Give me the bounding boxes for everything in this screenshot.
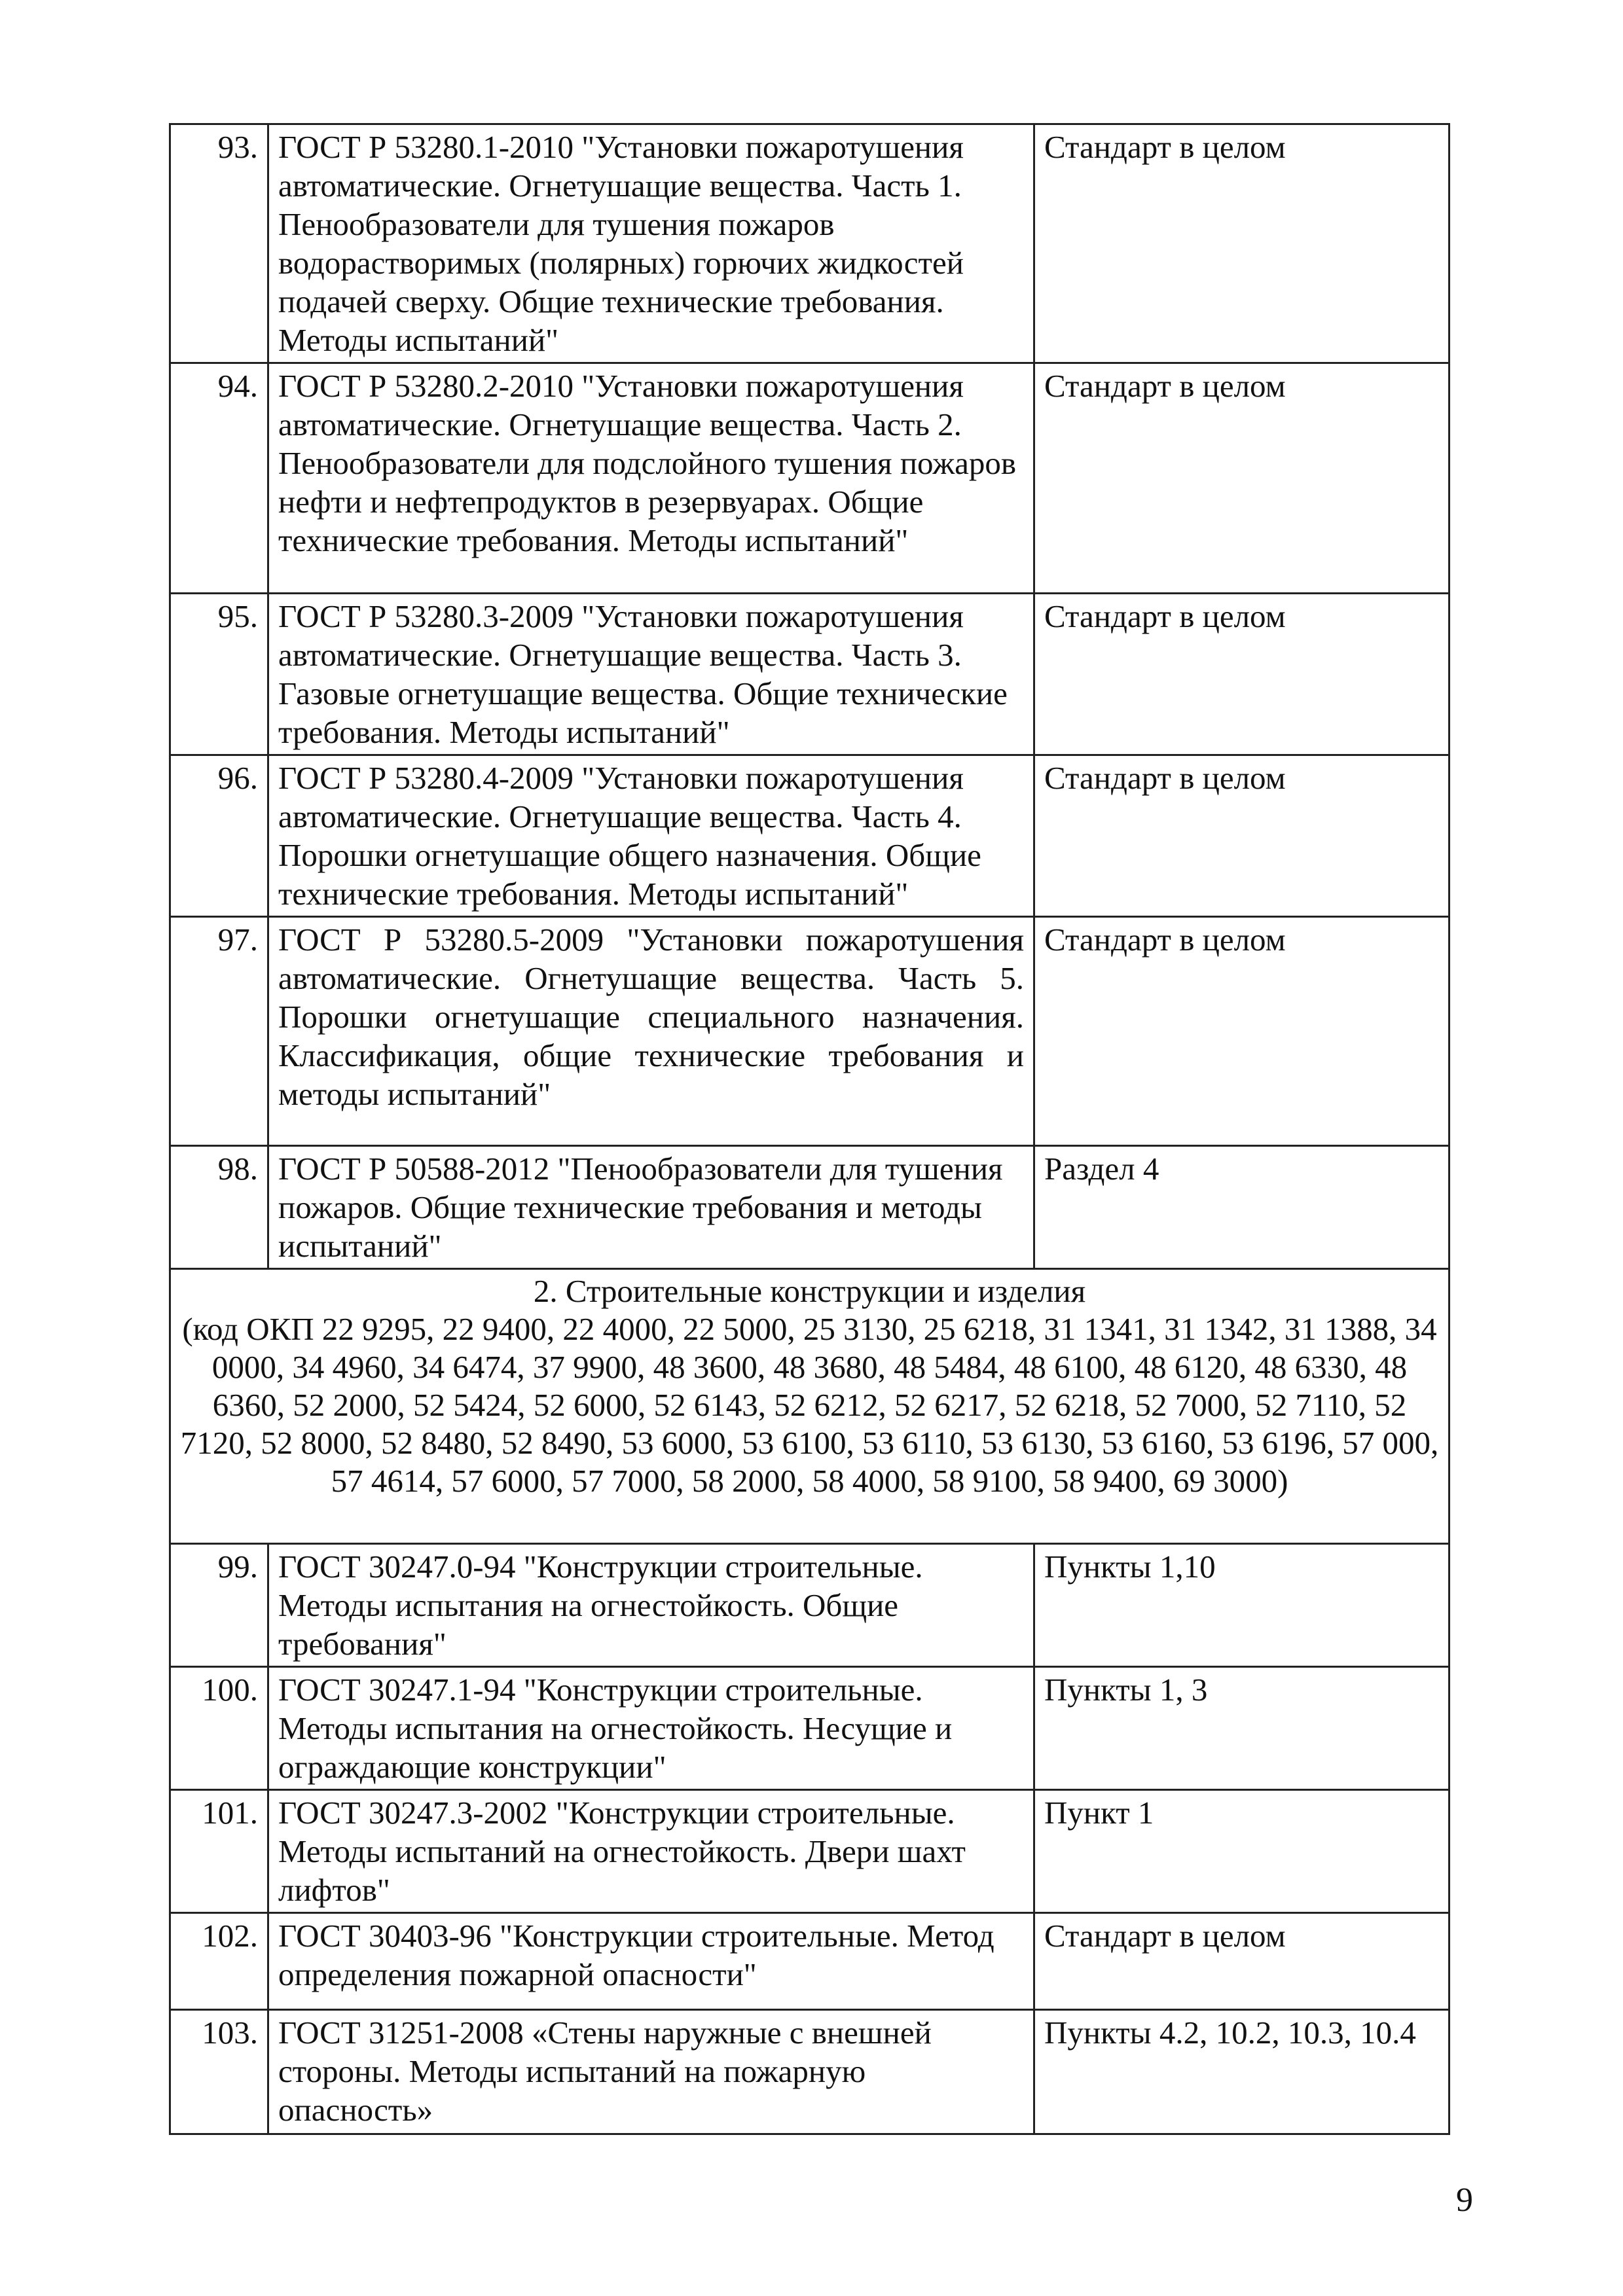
table-row bbox=[170, 124, 1450, 363]
table-row bbox=[170, 755, 1450, 917]
section-heading: 2. Строительные конструкции и изделия bbox=[533, 1273, 1086, 1309]
standard-scope: Стандарт в целом bbox=[1034, 594, 1450, 755]
row-number: 94. bbox=[170, 363, 268, 594]
section-row bbox=[170, 1269, 1450, 1544]
table-row bbox=[170, 1790, 1450, 1913]
table-row bbox=[170, 1544, 1450, 1667]
standard-title: ГОСТ Р 53280.4-2009 "Установки пожаротушения автоматические. Огнетушащие вещества. Часть 4. Порошки огнетушащие общего назначения. Общие технические требования. Методы испытаний" bbox=[268, 755, 1034, 917]
standard-scope: Стандарт в целом bbox=[1034, 755, 1450, 917]
row-number: 93. bbox=[170, 124, 268, 363]
standard-title: ГОСТ 30247.3-2002 "Конструкции строительные. Методы испытаний на огнестойкость. Двери шахт лифтов" bbox=[268, 1790, 1034, 1913]
standard-title: ГОСТ 30247.1-94 "Конструкции строительные. Методы испытания на огнестойкость. Несущие и ограждающие конструкции" bbox=[268, 1667, 1034, 1790]
page-number: 9 bbox=[1456, 2181, 1473, 2219]
row-number: 102. bbox=[170, 1913, 268, 2010]
standard-scope: Стандарт в целом bbox=[1034, 124, 1450, 363]
table-row bbox=[170, 917, 1450, 1146]
table-row bbox=[170, 1667, 1450, 1790]
table-row bbox=[170, 594, 1450, 755]
table-row bbox=[170, 1913, 1450, 2010]
standard-title: ГОСТ 31251-2008 «Стены наружные с внешней стороны. Методы испытаний на пожарную опасность» bbox=[268, 2010, 1034, 2134]
standard-scope: Пункт 1 bbox=[1034, 1790, 1450, 1913]
standard-title: ГОСТ Р 53280.2-2010 "Установки пожаротушения автоматические. Огнетушащие вещества. Часть 2. Пенообразователи для подслойного тушения пожаров нефти и нефтепродуктов в резервуарах. Общие технические требования. Методы испытаний" bbox=[268, 363, 1034, 594]
standard-scope: Пункты 4.2, 10.2, 10.3, 10.4 bbox=[1034, 2010, 1450, 2134]
standard-title: ГОСТ 30403-96 "Конструкции строительные. Метод определения пожарной опасности" bbox=[268, 1913, 1034, 2010]
standard-title: ГОСТ Р 53280.5-2009 "Установки пожаротушения автоматические. Огнетушащие вещества. Часть 5. Порошки огнетушащие специального назначения. Классификация, общие технические требования и методы испытаний" bbox=[268, 917, 1034, 1146]
standards-table bbox=[169, 123, 1450, 2135]
row-number: 95. bbox=[170, 594, 268, 755]
row-number: 96. bbox=[170, 755, 268, 917]
standard-scope: Раздел 4 bbox=[1034, 1146, 1450, 1269]
standard-title: ГОСТ Р 50588-2012 "Пенообразователи для тушения пожаров. Общие технические требования и методы испытаний" bbox=[268, 1146, 1034, 1269]
standard-title: ГОСТ Р 53280.3-2009 "Установки пожаротушения автоматические. Огнетушащие вещества. Часть 3. Газовые огнетушащие вещества. Общие технические требования. Методы испытаний" bbox=[268, 594, 1034, 755]
row-number: 99. bbox=[170, 1544, 268, 1667]
row-number: 101. bbox=[170, 1790, 268, 1913]
row-number: 103. bbox=[170, 2010, 268, 2134]
row-number: 100. bbox=[170, 1667, 268, 1790]
table-row bbox=[170, 1146, 1450, 1269]
standard-title: ГОСТ 30247.0-94 "Конструкции строительные. Методы испытания на огнестойкость. Общие требования" bbox=[268, 1544, 1034, 1667]
standard-scope: Стандарт в целом bbox=[1034, 917, 1450, 1146]
table-row bbox=[170, 2010, 1450, 2134]
standard-scope: Стандарт в целом bbox=[1034, 1913, 1450, 2010]
row-number: 97. bbox=[170, 917, 268, 1146]
section-codes: (код ОКП 22 9295, 22 9400, 22 4000, 22 5000, 25 3130, 25 6218, 31 1341, 31 1342, 31 1388, 34 0000, 34 4960, 34 6474, 37 9900, 48 3600, 48 3680, 48 5484, 48 6100, 48 6120, 48 6330, 48 6360, 52 2000, 52 5424, 52 6000, 52 6143, 52 6212, 52 6217, 52 6218, 52 7000, 52 7110, 52 7120, 52 8000, 52 8480, 52 8490, 53 6000, 53 6100, 53 6110, 53 6130, 53 6160, 53 6196, 57 000, 57 4614, 57 6000, 57 7000, 58 2000, 58 4000, 58 9100, 58 9400, 69 3000) bbox=[180, 1311, 1439, 1499]
row-number: 98. bbox=[170, 1146, 268, 1269]
table-row bbox=[170, 363, 1450, 594]
standard-scope: Пункты 1, 3 bbox=[1034, 1667, 1450, 1790]
section-header bbox=[170, 1269, 1450, 1544]
standard-scope: Стандарт в целом bbox=[1034, 363, 1450, 594]
standard-scope: Пункты 1,10 bbox=[1034, 1544, 1450, 1667]
standard-title: ГОСТ Р 53280.1-2010 "Установки пожаротушения автоматические. Огнетушащие вещества. Часть 1. Пенообразователи для тушения пожаров водорастворимых (полярных) горючих жидкостей подачей сверху. Общие технические требования. Методы испытаний" bbox=[268, 124, 1034, 363]
